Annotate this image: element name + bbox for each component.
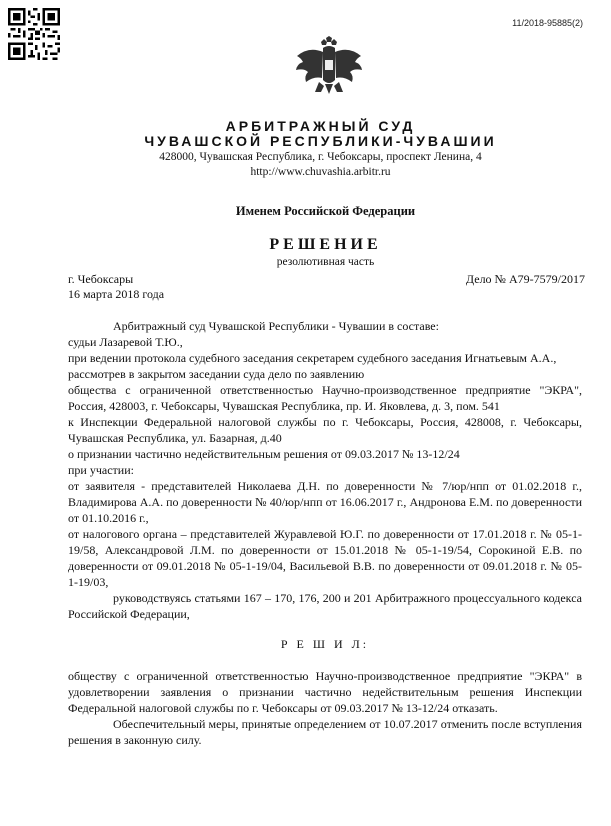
court-address: 428000, Чувашская Республика, г. Чебоксары, проспект Ленина, 4 bbox=[159, 151, 482, 163]
decision-subtitle: резолютивная часть bbox=[276, 256, 375, 268]
paragraph-ruling: обществу с ограниченной ответственностью Научно-производственное предприятие "ЭКРА" в удовлетворении заявления о признании частично недействительным решения Инспекции Федеральной налоговой службы по г. Чебоксары от 09.03.2017 № 13-12/24 отказать. bbox=[68, 669, 582, 715]
court-website-link[interactable]: http://www.chuvashia.arbitr.ru bbox=[250, 166, 391, 178]
decision-title: РЕШЕНИЕ bbox=[269, 236, 382, 253]
paragraph-respondent: к Инспекции Федеральной налоговой службы по г. Чебоксары, Россия, 428008, г. Чебоксары, Чувашская Республика, ул. Базарная, д.40 bbox=[68, 415, 582, 445]
in-name-heading: Именем Российской Федерации bbox=[235, 204, 416, 218]
court-name-line1: АРБИТРАЖНЫЙ СУД bbox=[225, 118, 416, 134]
document-number: 11/2018-95885(2) bbox=[512, 18, 583, 28]
paragraph-applicant: общества с ограниченной ответственностью Научно-производственное предприятие "ЭКРА", Россия, 428003, г. Чебоксары, Чувашская Республика, пр. И. Яковлева, д. 3, пом. 541 bbox=[68, 383, 582, 413]
decision-body bbox=[68, 318, 582, 748]
decision-date: 16 марта 2018 года bbox=[68, 287, 165, 301]
case-number: Дело № А79-7579/2017 bbox=[465, 272, 585, 286]
paragraph-judge: судьи Лазаревой Т.Ю., bbox=[68, 335, 183, 349]
paragraph-subject: о признании частично недействительным решения от 09.03.2017 № 13-12/24 bbox=[68, 447, 460, 461]
resolved-heading: Р Е Ш И Л: bbox=[280, 637, 370, 651]
paragraph-applicant-reps: от заявителя - представителей Николаева Д.Н. по доверенности № 7/юр/нпп от 01.02.2018 г., Владимирова А.А. по доверенности № 40/юр/нпп от 16.06.2017 г., Андронова Е.М. по доверенности от 01.10.2016 г., bbox=[68, 479, 582, 525]
city: г. Чебоксары bbox=[68, 272, 134, 286]
paragraph-considering: рассмотрев в закрытом заседании суда дело по заявлению bbox=[68, 367, 365, 381]
qr-code bbox=[8, 8, 60, 60]
paragraph-legal-basis: руководствуясь статьями 167 – 170, 176, 200 и 201 Арбитражного процессуального кодекса Российской Федерации, bbox=[68, 591, 582, 621]
court-name-line2: ЧУВАШСКОЙ РЕСПУБЛИКИ-ЧУВАШИИ bbox=[144, 133, 497, 149]
paragraph-participants: при участии: bbox=[68, 463, 134, 477]
coat-of-arms-icon bbox=[293, 36, 365, 108]
paragraph-tax-reps: от налогового органа – представителей Журавлевой Ю.Г. по доверенности от 17.01.2018 г. № 05-1-19/58, Александровой Л.М. по доверенности от 15.01.2018 № 05-1-19/54, Сорокиной Е.В. по доверенности от 09.01.2018 № 05-1-19/04, Васильевой В.В. по доверенности от 09.01.2018 г. № 05-1-19/03, bbox=[68, 527, 582, 589]
paragraph-interim-measures: Обеспечительный меры, принятые определением от 10.07.2017 отменить после вступления решения в законную силу. bbox=[68, 717, 582, 747]
paragraph-secretary: при ведении протокола судебного заседания секретарем судебного заседания Игнатьевым А.А., bbox=[68, 351, 557, 365]
paragraph-court-composition: Арбитражный суд Чувашской Республики - Чувашии в составе: bbox=[113, 319, 439, 333]
